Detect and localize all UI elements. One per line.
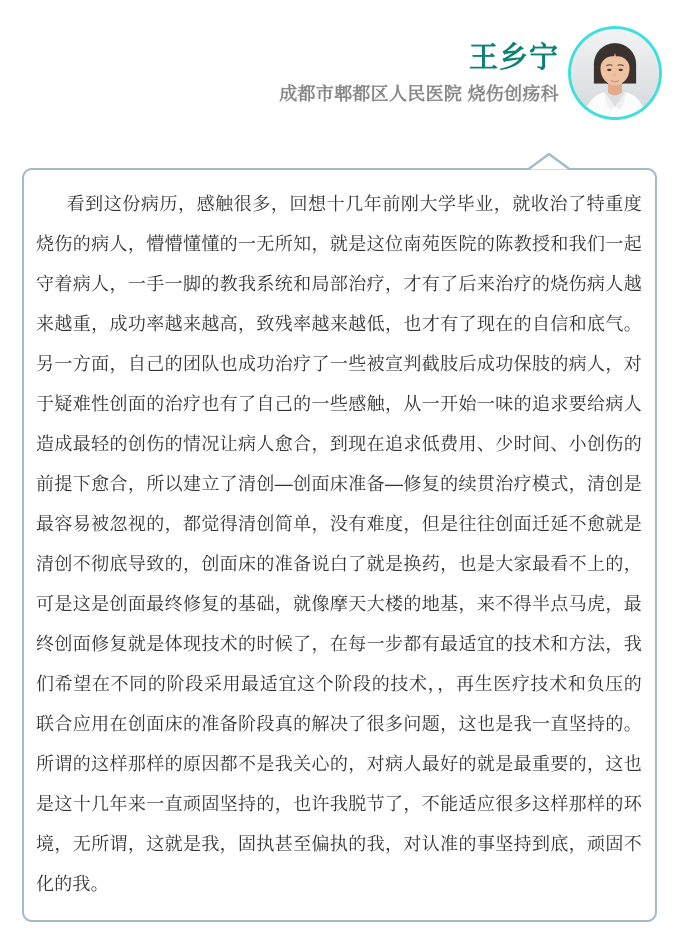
profile-text-block bbox=[279, 41, 559, 104]
doctor-affiliation: 成都市郫都区人民医院 烧伤创疡科 bbox=[279, 83, 559, 104]
bubble-caret-icon bbox=[527, 152, 571, 170]
testimonial-text: 看到这份病历，感触很多，回想十几年前刚大学毕业，就收治了特重度烧伤的病人，懵懵懂懂的一无所知，就是这位南苑医院的陈教授和我们一起守着病人，一手一脚的教我系统和局部治疗，才有了后来治疗的烧伤病人越来越重，成功率越来越高，致残率越来越低，也才有了现在的自信和底气。另一方面，自己的团队也成功治疗了一些被宣判截肢后成功保肢的病人，对于疑难性创面的治疗也有了自己的一些感触，从一开始一味的追求要给病人造成最轻的创伤的情况让病人愈合，到现在追求低费用、少时间、小创伤的前提下愈合，所以建立了清创—创面床准备—修复的续贯治疗模式，清创是最容易被忽视的，都觉得清创简单，没有难度，但是往往创面迁延不愈就是清创不彻底导致的，创面床的准备说白了就是换药，也是大家最看不上的，可是这是创面最终修复的基础，就像摩天大楼的地基，来不得半点马虎，最终创面修复就是体现技术的时候了，在每一步都有最适宜的技术和方法，我们希望在不同的阶段采用最适宜这个阶段的技术，，再生医疗技术和负压的联合应用在创面床的准备阶段真的解决了很多问题，这也是我一直坚持的。所谓的这样那样的原因都不是我关心的，对病人最好的就是最重要的，这也是这十几年来一直顽固坚持的，也许我脱节了，不能适应很多这样那样的环境，无所谓，这就是我，固执甚至偏执的我，对认准的事坚持到底，顽固不化的我。 bbox=[36, 194, 642, 894]
avatar bbox=[568, 26, 662, 120]
doctor-name: 王乡宁 bbox=[468, 41, 559, 74]
doctor-portrait-icon bbox=[571, 29, 659, 117]
testimonial-bubble bbox=[22, 168, 657, 922]
profile-header bbox=[0, 0, 676, 146]
